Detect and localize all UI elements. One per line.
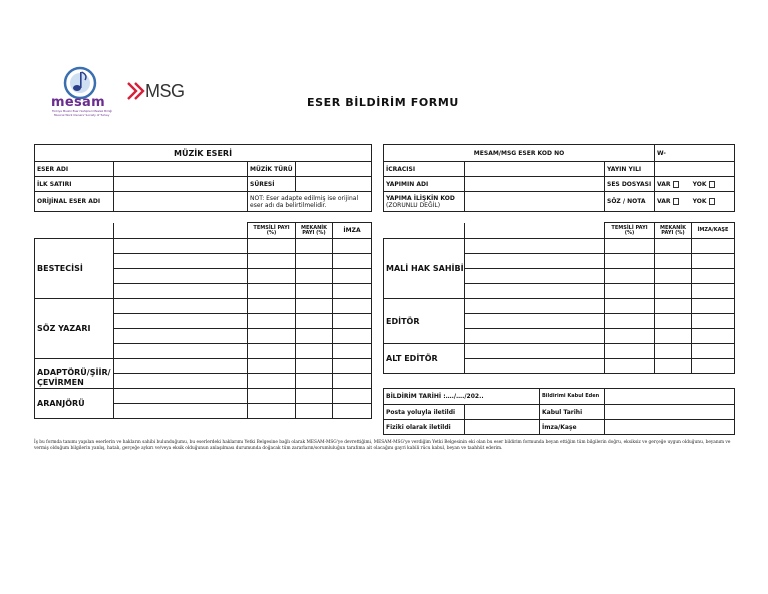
- table-cell[interactable]: [333, 359, 372, 374]
- hak-sahipleri-right-table: [383, 222, 735, 374]
- table-cell[interactable]: [114, 254, 248, 269]
- table-cell[interactable]: [655, 314, 692, 329]
- mekanik-payi-header: MEKANİK PAYI (%): [655, 223, 692, 239]
- table-cell[interactable]: [248, 329, 296, 344]
- yayin-yili-label: YAYIN YILI: [605, 162, 655, 177]
- bestecisi-label: BESTECİSİ: [35, 239, 114, 299]
- posta-yoluyla-label: Posta yoluyla iletildi: [384, 405, 465, 420]
- table-cell[interactable]: [692, 239, 735, 254]
- soz-nota-choice: [655, 192, 735, 212]
- table-cell[interactable]: [333, 404, 372, 419]
- table-cell[interactable]: [692, 344, 735, 359]
- table-cell[interactable]: [465, 359, 605, 374]
- posta-yoluyla-checkbox[interactable]: [465, 405, 540, 420]
- table-cell[interactable]: [465, 314, 605, 329]
- mali-hak-sahibi-label: MALİ HAK SAHİBİ: [384, 239, 465, 299]
- imza-header: İMZA: [333, 223, 372, 239]
- fiziki-checkbox[interactable]: [465, 420, 540, 435]
- table-cell[interactable]: [114, 269, 248, 284]
- aranjoru-label: ARANJÖRÜ: [35, 389, 114, 419]
- table-cell[interactable]: [465, 344, 605, 359]
- yapima-kod-label: [384, 192, 465, 212]
- table-cell[interactable]: [465, 329, 605, 344]
- table-cell[interactable]: [605, 329, 655, 344]
- msg-wordmark: MSG: [145, 81, 185, 101]
- imza-kase-label: İmza/Kaşe: [540, 420, 605, 435]
- soz-nota-label: SÖZ / NOTA: [605, 192, 655, 212]
- table-cell[interactable]: [296, 374, 333, 389]
- table-cell[interactable]: [248, 404, 296, 419]
- table-cell[interactable]: [248, 344, 296, 359]
- table-cell[interactable]: [655, 344, 692, 359]
- fiziki-label: Fiziki olarak iletildi: [384, 420, 465, 435]
- table-cell[interactable]: [296, 404, 333, 419]
- chevron-right-icon: [127, 81, 147, 101]
- table-cell[interactable]: [333, 329, 372, 344]
- table-cell[interactable]: [114, 359, 248, 374]
- table-cell[interactable]: [114, 284, 248, 299]
- ilk-satiri-label: İLK SATIRI: [35, 177, 114, 192]
- table-cell[interactable]: [333, 344, 372, 359]
- yok-checkbox[interactable]: [709, 181, 715, 188]
- declaration-text: İş bu formda tanımı yapılan eserlerin ve hakların sahibi bulunduğumu, bu eserlerdeki haklarımı Yetki Belgesine bağlı olarak MESAM-MSG'ye devrettiğimi, MESAM-MSG'ye verdiğim Yetki Belgesinin eki olan bu eser bildirim formunda beyan ettiğim tüm bilgilerin doğru, eksiksiz ve gerçeğe uygun olduğunu, beyanım ve vermiş olduğum bilgilerin yanlış, hatalı, gerçeğe aykırı ve/veya eksik olduğunun anlaşılması durumunda doğacak tüm zararların/sorumluluğun tarafıma ait olacağını gayri kabili rücu kabul, beyan ve taahhüt ederim.: [34, 440, 731, 451]
- table-cell[interactable]: [605, 359, 655, 374]
- table-cell[interactable]: [605, 269, 655, 284]
- table-cell[interactable]: [333, 254, 372, 269]
- yok-label: YOK: [692, 198, 707, 205]
- table-cell[interactable]: [465, 299, 605, 314]
- table-cell[interactable]: [605, 284, 655, 299]
- table-cell[interactable]: [465, 284, 605, 299]
- kabul-tarihi-label: Kabul Tarihi: [540, 405, 605, 420]
- table-cell[interactable]: [655, 284, 692, 299]
- icracisi-label: İCRACISI: [384, 162, 465, 177]
- yapima-kod-field[interactable]: [465, 192, 605, 212]
- table-cell[interactable]: [465, 254, 605, 269]
- table-cell[interactable]: [248, 389, 296, 404]
- table-cell[interactable]: [296, 389, 333, 404]
- table-cell[interactable]: [655, 299, 692, 314]
- msg-logo: [127, 81, 191, 103]
- orijinal-eser-adi-field[interactable]: [114, 192, 248, 212]
- suresi-field[interactable]: [296, 177, 372, 192]
- table-cell[interactable]: [605, 239, 655, 254]
- table-cell[interactable]: [296, 254, 333, 269]
- muzik-turu-field[interactable]: [296, 162, 372, 177]
- table-cell[interactable]: [605, 314, 655, 329]
- zorunlu-degil-text: (ZORUNLU DEĞİL): [386, 201, 441, 209]
- table-cell[interactable]: [296, 269, 333, 284]
- table-cell[interactable]: [692, 284, 735, 299]
- icracisi-field[interactable]: [465, 162, 605, 177]
- var-label: VAR: [657, 198, 671, 205]
- table-cell[interactable]: [605, 299, 655, 314]
- table-cell[interactable]: [333, 314, 372, 329]
- table-cell[interactable]: [465, 239, 605, 254]
- yapima-kod-text: YAPIMA İLİŞKİN KOD: [386, 194, 455, 202]
- table-cell[interactable]: [692, 254, 735, 269]
- table-cell[interactable]: [465, 269, 605, 284]
- mesam-subtitle-en: Musical Work Owners' Society of Turkey: [54, 113, 110, 117]
- mekanik-payi-header: MEKANİK PAYI (%): [296, 223, 333, 239]
- eser-adi-field[interactable]: [114, 162, 248, 177]
- var-checkbox[interactable]: [673, 181, 679, 188]
- table-cell[interactable]: [692, 329, 735, 344]
- yok-checkbox[interactable]: [709, 198, 715, 205]
- suresi-label: SÜRESİ: [248, 177, 296, 192]
- table-cell[interactable]: [605, 344, 655, 359]
- yayin-yili-field[interactable]: [655, 162, 735, 177]
- table-cell[interactable]: [296, 284, 333, 299]
- editor-label: EDİTÖR: [384, 299, 465, 344]
- table-cell[interactable]: [655, 329, 692, 344]
- table-cell[interactable]: [114, 314, 248, 329]
- table-cell[interactable]: [692, 314, 735, 329]
- table-cell[interactable]: [655, 239, 692, 254]
- table-cell[interactable]: [114, 299, 248, 314]
- table-cell[interactable]: [296, 359, 333, 374]
- bildirim-table: [383, 388, 735, 435]
- kabul-eden-label: Bildirimi Kabul Eden: [540, 389, 605, 405]
- table-cell[interactable]: [248, 254, 296, 269]
- muzik-eseri-table: [34, 144, 372, 212]
- table-cell[interactable]: [333, 269, 372, 284]
- table-cell[interactable]: [114, 344, 248, 359]
- var-checkbox[interactable]: [673, 198, 679, 205]
- table-cell[interactable]: [655, 254, 692, 269]
- orijinal-eser-adi-label: ORİJİNAL ESER ADI: [35, 192, 114, 212]
- bildirim-tarihi[interactable]: BİLDİRİM TARİHİ :…./…./202..: [384, 389, 540, 405]
- kod-no-field[interactable]: W-: [655, 145, 735, 162]
- table-cell[interactable]: [605, 254, 655, 269]
- table-cell[interactable]: [248, 239, 296, 254]
- hak-sahipleri-left-table: [34, 222, 372, 419]
- muzik-turu-label: MÜZİK TÜRÜ: [248, 162, 296, 177]
- kod-no-label: MESAM/MSG ESER KOD NO: [384, 145, 655, 162]
- table-cell[interactable]: [333, 284, 372, 299]
- ses-dosyasi-choice: [655, 177, 735, 192]
- adaptoru-label: ADAPTÖRÜ/ŞİİR/ ÇEVİRMEN: [35, 359, 114, 389]
- table-cell[interactable]: [333, 374, 372, 389]
- kabul-eden-field[interactable]: [605, 389, 735, 405]
- eser-adi-label: ESER ADI: [35, 162, 114, 177]
- yapimin-adi-field[interactable]: [465, 177, 605, 192]
- yapim-bilgileri-table: [383, 144, 735, 212]
- table-cell[interactable]: [114, 239, 248, 254]
- var-label: VAR: [657, 180, 671, 188]
- table-cell[interactable]: [692, 299, 735, 314]
- table-cell[interactable]: [655, 359, 692, 374]
- table-cell[interactable]: [296, 314, 333, 329]
- table-cell[interactable]: [692, 359, 735, 374]
- table-cell[interactable]: [114, 404, 248, 419]
- table-cell[interactable]: [692, 269, 735, 284]
- table-cell[interactable]: [333, 239, 372, 254]
- table-cell[interactable]: [248, 314, 296, 329]
- table-cell[interactable]: [333, 299, 372, 314]
- yok-label: YOK: [692, 180, 707, 188]
- alt-editor-label: ALT EDİTÖR: [384, 344, 465, 374]
- table-cell[interactable]: [296, 344, 333, 359]
- kabul-tarihi-field[interactable]: [605, 405, 735, 420]
- table-cell[interactable]: [296, 239, 333, 254]
- table-cell[interactable]: [296, 299, 333, 314]
- table-cell[interactable]: [114, 329, 248, 344]
- table-cell[interactable]: [248, 374, 296, 389]
- yapimin-adi-label: YAPIMIN ADI: [384, 177, 465, 192]
- mesam-logo: [46, 66, 116, 118]
- table-cell[interactable]: [248, 299, 296, 314]
- page-title: ESER BİLDİRİM FORMU: [307, 96, 459, 109]
- table-cell[interactable]: [248, 284, 296, 299]
- mesam-wordmark: mesam: [51, 95, 105, 110]
- table-cell[interactable]: [248, 359, 296, 374]
- imza-kase-header: İMZA/KAŞE: [692, 223, 735, 239]
- soz-yazari-label: SÖZ YAZARI: [35, 299, 114, 359]
- table-cell[interactable]: [114, 389, 248, 404]
- muzik-eseri-header: MÜZİK ESERİ: [35, 145, 372, 162]
- temsili-payi-header: TEMSİLİ PAYI (%): [248, 223, 296, 239]
- imza-kase-field[interactable]: [605, 420, 735, 435]
- table-cell[interactable]: [296, 329, 333, 344]
- orijinal-note: NOT: Eser adapte edilmiş ise orijinal eser adı da belirtilmelidir.: [248, 192, 372, 212]
- table-cell[interactable]: [333, 389, 372, 404]
- mesam-subtitle: Türkiye Musiki Eseri Sahipleri Meslek Birliği: [52, 109, 113, 113]
- ilk-satiri-field[interactable]: [114, 177, 248, 192]
- ses-dosyasi-label: SES DOSYASI: [605, 177, 655, 192]
- table-cell[interactable]: [655, 269, 692, 284]
- table-cell[interactable]: [114, 374, 248, 389]
- table-cell[interactable]: [248, 269, 296, 284]
- temsili-payi-header: TEMSİLİ PAYI (%): [605, 223, 655, 239]
